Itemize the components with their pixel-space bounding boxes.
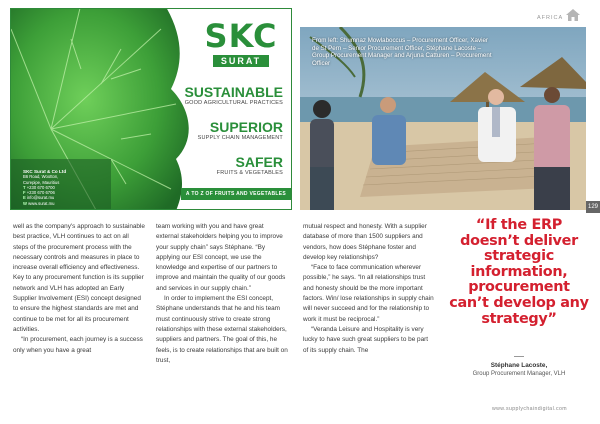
tagline-sub: SUPPLY CHAIN MANAGEMENT [197, 135, 283, 141]
skc-surat-advertisement [10, 8, 292, 210]
paragraph: “Veranda Leisure and Hospitality is very lucky to have such great suppliers to be part of its supply chain. The [303, 325, 429, 354]
contact-email-key: E [23, 195, 26, 201]
skc-logo [186, 17, 292, 69]
quote-author: Stéphane Lacoste, [490, 362, 548, 369]
tagline-title: SUSTAINABLE [184, 84, 283, 100]
ad-footer-banner: A TO Z OF FRUITS AND VEGETABLES [181, 188, 291, 200]
quote-divider [514, 356, 524, 357]
tagline-superior [198, 120, 283, 141]
article-column-2 [156, 222, 288, 366]
home-icon[interactable] [565, 8, 581, 22]
ad-contact-details [23, 169, 93, 206]
contact-fax: +230 670 6706 [26, 190, 55, 196]
paragraph: “In procurement, each journey is a success only when you have a great [13, 336, 143, 354]
contact-email: info@surat.mu [26, 195, 55, 201]
tagline-sustainable [184, 85, 283, 106]
section-label: AFRICA [537, 15, 564, 21]
article-column-3 [303, 222, 435, 356]
pull-quote: “If the ERP doesn’t deliver strategic information, procurement can’t develop any strategy” [449, 217, 589, 327]
contact-company: SKC Surat & Co Ltd [23, 169, 67, 174]
team-photo [300, 27, 586, 210]
tagline-sub: FRUITS & VEGETABLES [216, 170, 283, 176]
contact-address-2: Curepipe, Mauritius [23, 179, 60, 185]
contact-phone: +230 670 6700 [26, 184, 55, 190]
paragraph: In order to implement the ESI concept, Stéphane understands that he and his team must continuously strive to create strong relationships with these external stakeholders, suppliers and partners. The goal of this, he feels, is to create relationships that are built on trust, [156, 295, 288, 364]
paragraph: well as the company's approach to sustainable best practice, VLH continues to act on all steps of the procurement process with the necessary controls and measures in place to increase overall efficiency and effectiveness. Key to any procurement function is its supplier network and VLH has adopted an Early Supplier Involvement (ESI) concept designed to ensure the highest standards are met and continue to be met for all its procurement activities. [13, 223, 145, 333]
paragraph: mutual respect and honesty. With a supplier database of more than 1500 suppliers and vendors, how does Stéphane foster and develop key relationships? [303, 223, 427, 261]
contact-address-1: B6 Road, Wootton, [23, 174, 59, 180]
logo-sub-text: SURAT [213, 55, 269, 67]
photo-caption: From left: Shumnaz Mowlaboccus – Procurement Officer, Xavier de St Pern – Senior Procurement Officer, Stéphane Lacoste – Group Procurement Manager and Arjuna Catturen – Procurement Officer [312, 37, 492, 67]
page-number: 129 [586, 201, 600, 213]
quote-author-role: Group Procurement Manager, VLH [472, 371, 566, 377]
contact-web-key: W [23, 200, 27, 206]
tagline-safer [217, 155, 283, 176]
contact-fax-key: F [23, 190, 26, 196]
paragraph: team working with you and have great external stakeholders helping you to improve your supply chain” says Stéphane. “By applying our ESI concept, we use the knowledge and expertise of our partners to improve and maintain the quality of our goods and services in our supply chain.” [156, 223, 286, 292]
paragraph: “Face to face communication wherever possible,” he says. “In all relationships trust and honesty should be the more important factors. Win/ lose relationships in supply chain will never succeed and for the relationship to work it must be reciprocal.” [303, 264, 434, 323]
tagline-title: SAFER [235, 154, 283, 170]
logo-main-text: SKC [204, 17, 278, 55]
tagline-sub: GOOD AGRICULTURAL PRACTICES [184, 100, 283, 106]
contact-phone-key: T [23, 184, 26, 190]
contact-web: www.surat.mu [28, 200, 55, 206]
article-column-1 [13, 222, 145, 356]
tagline-title: SUPERIOR [209, 119, 283, 135]
website-url[interactable]: www.supplychaindigital.com [492, 406, 567, 412]
